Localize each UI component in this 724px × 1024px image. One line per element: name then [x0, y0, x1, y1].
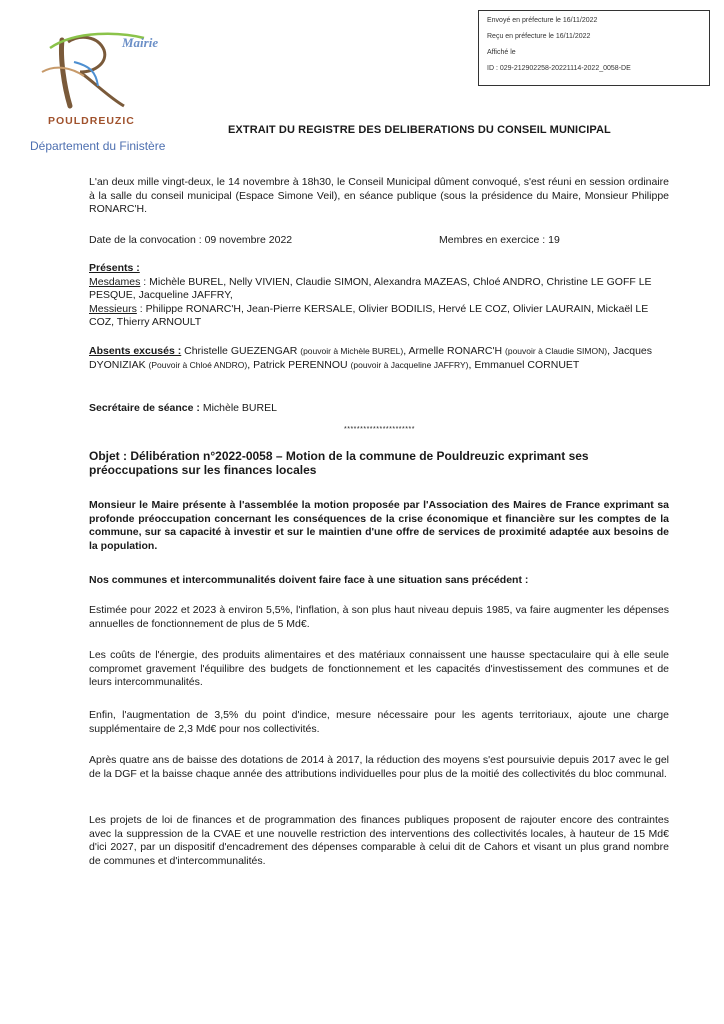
absent-name: , Jacques DYONIZIAK [89, 345, 653, 371]
mesdames-line [89, 276, 669, 303]
body-paragraph: Les coûts de l'énergie, des produits alimentaires et des matériaux connaissent une hausse spectaculaire qui à elle seule compromet gravement l'équilibre des budgets de fonctionnement et les capacités d'investissement des communes et de leurs intercommunalités. [89, 649, 669, 688]
members-count: Membres en exercice : 19 [439, 234, 560, 246]
secretary-line [89, 402, 669, 416]
body-paragraph: Les projets de loi de finances et de programmation des finances publiques proposent de rajouter encore des contraintes avec la suppression de la CVAE et une nouvelle restriction des interventions des collectivités locales, à hauteur de 15 Md€ d'ici 2027, par un dispositif d'encadrement des dépenses comparable à celui dit de Cahors et visant un plus grand nombre de communes et d'intercommunalités. [89, 814, 669, 867]
absent-proxy: (Pouvoir à Chloé ANDRO) [148, 359, 248, 370]
absents-section [89, 345, 669, 372]
stamp-id-line: ID : 029-212902258-20221114-2022_0058-DE [487, 65, 631, 72]
absent-proxy: (pouvoir à Michèle BUREL) [300, 346, 404, 356]
presents-section [89, 262, 669, 330]
stamp-received-line: Reçu en préfecture le 16/11/2022 [487, 33, 591, 40]
body-paragraph: Estimée pour 2022 et 2023 à environ 5,5%, l'inflation, à son plus haut niveau depuis 1985, va faire augmenter les dépenses annuelles de fonctionnement de plus de 5 Md€. [89, 604, 669, 630]
absents-label: Absents excusés : [89, 345, 182, 357]
intro-paragraph: L'an deux mille vingt-deux, le 14 novembre à 18h30, le Conseil Municipal dûment convoqué, s'est réuni en session ordinaire à la salle du conseil municipal (Espace Simone Veil), en séance publique (sous la présidence du Maire, Monsieur Philippe RONARC'H. [89, 176, 669, 215]
mesdames-names: : Michèle BUREL, Nelly VIVIEN, Claudie SIMON, Alexandra MAZEAS, Chloé ANDRO, Christine LE GOFF LE PESQUE, Jacqueline JAFFRY, [89, 275, 652, 301]
separator: ********************** [344, 426, 415, 433]
absent-name: , Emmanuel CORNUET [468, 358, 580, 371]
stamp-posted-line: Affiché le [487, 49, 516, 56]
mesdames-label: Mesdames [89, 275, 141, 288]
svg-text:Mairie: Mairie [122, 35, 159, 50]
presentation-paragraph: Monsieur le Maire présente à l'assemblée la motion proposée par l'Association des Maires de France exprimant sa profonde préoccupation concernant les conséquences de la crise économique et financière sur les comptes de la commune, sur sa capacité à investir et sur le maintien d'une offre de services de proximité adaptée aux besoins de la population. [89, 499, 669, 552]
body-paragraph: Enfin, l'augmentation de 3,5% du point d'indice, mesure nécessaire pour les agents territoriaux, ajoute une charge supplémentaire de 2,3 Md€ pour nos collectivités. [89, 709, 669, 735]
secretary-label: Secrétaire de séance : [89, 402, 200, 414]
prefecture-stamp [478, 10, 710, 86]
secretary-name: Michèle BUREL [199, 402, 277, 414]
messieurs-label: Messieurs [89, 302, 137, 315]
absent-proxy: (pouvoir à Jacqueline JAFFRY) [350, 359, 469, 370]
presents-heading: Présents : [89, 262, 140, 274]
mairie-logo [40, 28, 190, 128]
situation-heading: Nos communes et intercommunalités doivent faire face à une situation sans précédent : [89, 574, 529, 586]
absent-name: Christelle GUEZENGAR [181, 345, 301, 357]
messieurs-names: : Philippe RONARC'H, Jean-Pierre KERSALE, Olivier BODILIS, Hervé LE COZ, Olivier LAURAIN, Mickaël LE COZ, Thierry ARNOULT [89, 302, 649, 328]
body-paragraph: Après quatre ans de baisse des dotations de 2014 à 2017, la réduction des moyens s'est poursuivie depuis 2017 avec le gel de la DGF et la baisse chaque année des attributions individuelles pour plus de la moitié des collectivités du bloc communal. [89, 754, 669, 780]
convocation-date: Date de la convocation : 09 novembre 2022 [89, 234, 293, 246]
stamp-sent-line: Envoyé en préfecture le 16/11/2022 [487, 17, 598, 24]
absent-name: , Armelle RONARC'H [403, 345, 506, 357]
register-title: EXTRAIT DU REGISTRE DES DELIBERATIONS DU CONSEIL MUNICIPAL [228, 124, 611, 136]
messieurs-line [89, 303, 669, 330]
objet-title: Objet : Délibération n°2022-0058 – Motion de la commune de Pouldreuzic exprimant ses préoccupations sur les finances locales [89, 449, 589, 477]
mairie-logo-icon [40, 28, 190, 128]
absent-proxy: (pouvoir à Claudie SIMON) [505, 346, 608, 356]
meeting-info-row [89, 234, 669, 246]
svg-text:POULDREUZIC: POULDREUZIC [48, 115, 135, 127]
department-label: Département du Finistère [30, 139, 166, 153]
absent-name: , Patrick PERENNOU [247, 358, 351, 371]
